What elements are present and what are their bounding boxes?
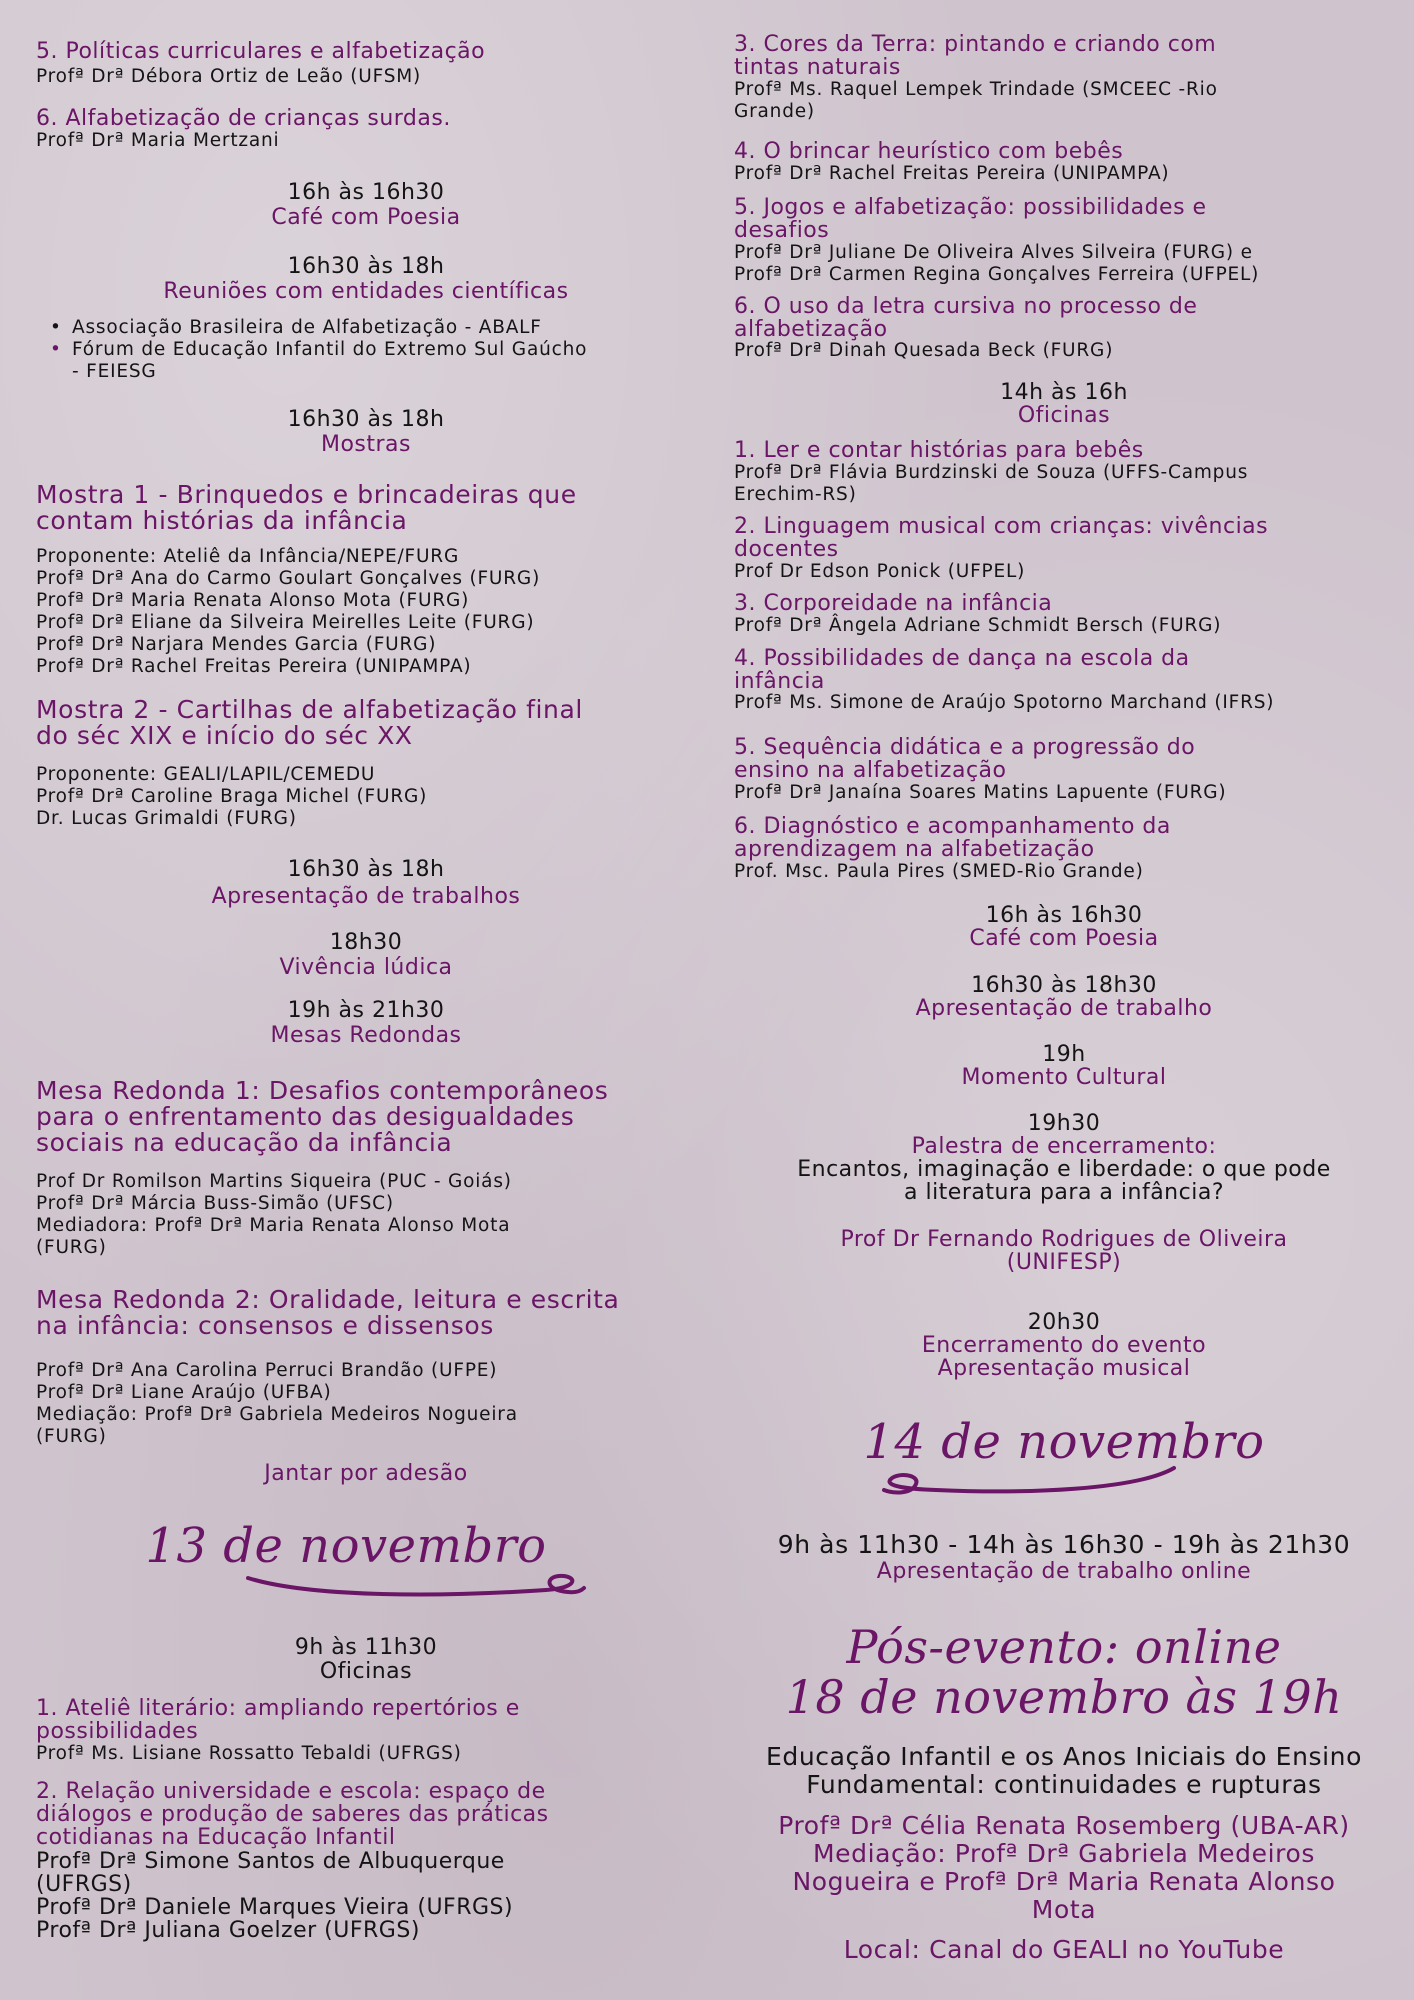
- oficina-r6-speaker: Profª Drª Dinah Quesada Beck (FURG): [734, 340, 1114, 361]
- mostras-title: Mostras: [320, 432, 412, 457]
- oficina-6-speaker: Prof. Msc. Paula Pires (SMED-Rio Grande): [734, 861, 1144, 882]
- apresentacao-title: Apresentação de trabalhos: [211, 884, 521, 909]
- cafe-time: 16h às 16h30: [985, 903, 1143, 928]
- day-13-heading: 13 de novembro: [145, 1518, 547, 1574]
- mesas-time: 19h às 21h30: [287, 998, 445, 1023]
- reunioes-time: 16h30 às 18h: [287, 254, 445, 279]
- oficinas-13-title: Oficinas: [319, 1659, 413, 1684]
- oficina-1-title: 1. Ler e contar histórias para bebês: [734, 438, 1144, 463]
- workshop-5-title: 5. Políticas curriculares e alfabetização: [36, 39, 486, 64]
- vivencia-title: Vivência lúdica: [279, 955, 453, 980]
- oficina-r4-title: 4. O brincar heurístico com bebês: [734, 139, 1124, 164]
- cafe-title: Café com Poesia: [969, 926, 1159, 951]
- mostras-time: 16h30 às 18h: [287, 407, 445, 432]
- oficina-3-speaker: Profª Drª Ângela Adriane Schmidt Bersch (FURG): [734, 615, 1222, 636]
- cafe-title: Café com Poesia: [271, 205, 461, 230]
- oficinas-13-time: 9h às 11h30: [294, 1635, 438, 1660]
- oficina-1-title: 1. Ateliê literário: ampliando repertórios e possibilidades: [36, 1696, 520, 1744]
- mostra-1-people: Proponente: Ateliê da Infância/NEPE/FURG Profª Drª Ana do Carmo Goulart Gonçalves (FURG) Profª Drª Maria Renata Alonso Mota (FURG) Profª Drª Eliane da Silveira Meirelles Leite (FURG) Profª Drª Narjara Mendes Garcia (FURG) Profª Drª Rachel Freitas Pereira (UNIPAMPA): [36, 546, 541, 677]
- mesa-2-title: Mesa Redonda 2: Oralidade, leitura e escrita na infância: consensos e dissensos: [36, 1285, 620, 1340]
- day-14-heading: 14 de novembro: [863, 1414, 1265, 1470]
- mostra-2-title: Mostra 2 - Cartilhas de alfabetização final do séc XIX e início do séc XX: [36, 695, 583, 750]
- oficina-r5-speakers: Profª Drª Juliane De Oliveira Alves Silveira (FURG) e Profª Drª Carmen Regina Gonçalves Ferreira (UFPEL): [734, 242, 1260, 285]
- oficinas-title: Oficinas: [1017, 403, 1111, 428]
- oficina-r3-title: 3. Cores da Terra: pintando e criando com tintas naturais: [734, 32, 1217, 80]
- mesas-title: Mesas Redondas: [270, 1023, 462, 1048]
- workshop-6-speaker: Profª Drª Maria Mertzani: [36, 130, 280, 151]
- list-item: • Fórum de Educação Infantil do Extremo Sul Gaúcho: [50, 339, 588, 360]
- apresentacao-time: 16h30 às 18h: [287, 857, 445, 882]
- apresentacao-time: 16h30 às 18h30: [971, 973, 1157, 998]
- mesa-1-title: Mesa Redonda 1: Desafios contemporâneos para o enfrentamento das desigualdades sociais na educação da infância: [36, 1076, 609, 1157]
- mesa-2-people: Profª Drª Ana Carolina Perruci Brandão (UFPE) Profª Drª Liane Araújo (UFBA) Mediação: Profª Drª Gabriela Medeiros Nogueira (FURG): [36, 1360, 518, 1447]
- oficina-6-title: 6. Diagnóstico e acompanhamento da aprendizagem na alfabetização: [734, 814, 1171, 862]
- palestra-subtitle: Encantos, imaginação e liberdade: o que pode a literatura para a infância?: [797, 1157, 1331, 1205]
- encerramento-title: Encerramento do evento Apresentação musical: [921, 1333, 1207, 1381]
- momento-time: 19h: [1042, 1042, 1086, 1067]
- palestra-speaker: Prof Dr Fernando Rodrigues de Oliveira (UNIFESP): [840, 1227, 1288, 1275]
- encerramento-time: 20h30: [1027, 1310, 1101, 1335]
- swash-underline-icon: [246, 1568, 586, 1618]
- oficina-r4-speaker: Profª Drª Rachel Freitas Pereira (UNIPAMPA): [734, 163, 1170, 184]
- palestra-time: 19h30: [1027, 1111, 1101, 1136]
- cafe-time: 16h às 16h30: [287, 180, 445, 205]
- vivencia-time: 18h30: [329, 930, 403, 955]
- oficina-r5-title: 5. Jogos e alfabetização: possibilidades e desafios: [734, 195, 1207, 243]
- oficina-4-title: 4. Possibilidades de dança na escola da infância: [734, 646, 1190, 694]
- mesa-1-people: Prof Dr Romilson Martins Siqueira (PUC - Goiás) Profª Drª Márcia Buss-Simão (UFSC) Mediadora: Profª Drª Maria Renata Alonso Mota (FURG): [36, 1171, 512, 1258]
- workshop-5-speaker: Profª Drª Débora Ortiz de Leão (UFSM): [36, 66, 422, 87]
- online-times: 9h às 11h30 - 14h às 16h30 - 19h às 21h30: [777, 1530, 1351, 1559]
- oficinas-time: 14h às 16h: [1000, 380, 1128, 405]
- swash-underline-icon: [876, 1460, 1176, 1510]
- oficina-r3-speaker: Profª Ms. Raquel Lempek Trindade (SMCEEC -Rio Grande): [734, 79, 1218, 122]
- oficina-5-speaker: Profª Drª Janaína Soares Matins Lapuente (FURG): [734, 782, 1227, 803]
- list-item: • Associação Brasileira de Alfabetização - ABALF: [50, 317, 542, 338]
- mostra-1-title: Mostra 1 - Brinquedos e brincadeiras que contam histórias da infância: [36, 480, 577, 535]
- oficina-2-title: 2. Linguagem musical com crianças: vivências docentes: [734, 514, 1269, 562]
- mostra-2-people: Proponente: GEALI/LAPIL/CEMEDU Profª Drª Caroline Braga Michel (FURG) Dr. Lucas Grimaldi (FURG): [36, 764, 428, 829]
- online-title: Apresentação de trabalho online: [876, 1559, 1252, 1584]
- pos-evento-speakers: Profª Drª Célia Renata Rosemberg (UBA-AR) Mediação: Profª Drª Gabriela Medeiros Nogueira e Profª Drª Maria Renata Alonso Mota: [778, 1811, 1350, 1924]
- pos-evento-topic: Educação Infantil e os Anos Iniciais do Ensino Fundamental: continuidades e rupturas: [765, 1742, 1363, 1799]
- oficina-4-speaker: Profª Ms. Simone de Araújo Spotorno Marchand (IFRS): [734, 692, 1275, 713]
- list-item: - FEIESG: [72, 361, 157, 382]
- oficina-1-speaker: Profª Ms. Lisiane Rossatto Tebaldi (UFRGS): [36, 1743, 462, 1764]
- oficina-2-title: 2. Relação universidade e escola: espaço de diálogos e produção de saberes das práticas cotidianas na Educação Infantil: [36, 1779, 549, 1850]
- oficina-3-title: 3. Corporeidade na infância: [734, 591, 1053, 616]
- workshop-6-title: 6. Alfabetização de crianças surdas.: [36, 106, 451, 131]
- reunioes-title: Reuniões com entidades científicas: [163, 279, 569, 304]
- oficina-1-speaker: Profª Drª Flávia Burdzinski de Souza (UFFS-Campus Erechim-RS): [734, 462, 1249, 505]
- apresentacao-title: Apresentação de trabalho: [915, 996, 1213, 1021]
- oficina-2-speaker: Prof Dr Edson Ponick (UFPEL): [734, 561, 1026, 582]
- oficina-r6-title: 6. O uso da letra cursiva no processo de alfabetização: [734, 294, 1198, 342]
- jantar-label: Jantar por adesão: [264, 1461, 468, 1486]
- palestra-title: Palestra de encerramento:: [911, 1134, 1217, 1159]
- momento-title: Momento Cultural: [961, 1065, 1167, 1090]
- local-link: Local: Canal do GEALI no YouTube: [843, 1935, 1285, 1964]
- oficina-2-people: Profª Drª Simone Santos de Albuquerque (UFRGS) Profª Drª Daniele Marques Vieira (UFRGS) Profª Drª Juliana Goelzer (UFRGS): [36, 1849, 514, 1943]
- pos-evento-heading: Pós-evento: online 18 de novembro às 19h: [785, 1620, 1343, 1724]
- oficina-5-title: 5. Sequência didática e a progressão do ensino na alfabetização: [734, 735, 1196, 783]
